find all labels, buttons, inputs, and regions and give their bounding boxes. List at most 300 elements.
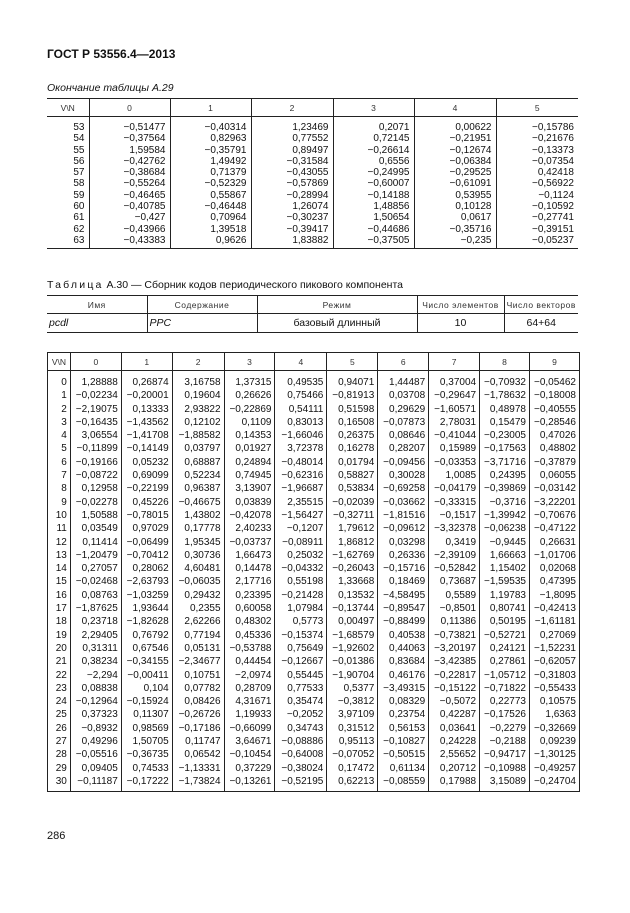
table-cell: 0,03708 [378, 389, 429, 402]
table-cell: 0,54111 [275, 403, 327, 416]
table-cell: −0,02468 [70, 575, 121, 588]
table-cell: −0,36735 [121, 748, 172, 761]
table-cell: −0,21951 [414, 133, 496, 144]
table-row [47, 117, 578, 134]
table-cell: −0,70932 [480, 371, 530, 390]
table-cell: −0,15924 [121, 695, 172, 708]
column-header: 8 [480, 353, 530, 371]
table-cell: 55 [47, 145, 89, 156]
table-cell: 0,26631 [539, 536, 576, 548]
table-cell: 20 [48, 642, 71, 655]
table-cell: −0,15786 [532, 122, 574, 133]
table-cell: −0,5072 [429, 695, 480, 708]
table-cell: 63 [47, 235, 89, 249]
table-cell: −0,13744 [327, 602, 378, 615]
table-cell: 0,77533 [275, 682, 327, 695]
table-cell: −0,35716 [414, 224, 496, 235]
table-row [47, 235, 578, 249]
table-cell: 0,70964 [170, 212, 251, 223]
table-cell: 2,40233 [224, 522, 275, 535]
table-cell: 0,9626 [170, 235, 251, 249]
table-cell: 0,74945 [224, 469, 275, 482]
table-cell: 0,23718 [70, 615, 121, 628]
table-cell: 0,27861 [480, 655, 530, 668]
table-row [48, 469, 580, 482]
table-row [48, 371, 580, 390]
table-cell: 0,17472 [327, 762, 378, 775]
table-cell: −0,62057 [534, 656, 576, 668]
table-cell: 0,46176 [378, 669, 429, 682]
table-cell: −0,15122 [429, 682, 480, 695]
table-cell: −0,16435 [70, 416, 121, 429]
table-cell: 7 [48, 469, 71, 482]
table-a30 [47, 352, 580, 792]
table-cell: −0,51477 [89, 117, 170, 134]
table-row [48, 695, 580, 708]
table-a30-meta [47, 295, 578, 333]
table-cell: 0,72145 [333, 133, 414, 144]
table-cell: 0,53834 [327, 482, 378, 495]
table-cell: 0,38234 [70, 655, 121, 668]
table-cell: 0,5773 [275, 615, 327, 628]
table-cell: −0,09456 [378, 456, 429, 469]
table-cell: 2,35515 [275, 496, 327, 509]
table-cell: 0,02068 [539, 563, 576, 575]
table-cell: −0,14149 [121, 442, 172, 455]
table-cell: −0,29525 [414, 167, 496, 178]
table-cell: −0,00411 [121, 669, 172, 682]
table-cell: −0,55433 [534, 682, 576, 694]
table-cell: −0,04332 [275, 562, 327, 575]
table-cell: 0,27069 [539, 629, 576, 641]
table-cell: 1,95345 [172, 536, 224, 549]
table-cell: −0,18008 [534, 390, 576, 402]
table-cell: 0,68887 [172, 456, 224, 469]
table-cell: 0,55198 [275, 575, 327, 588]
table-cell: 1,50705 [121, 735, 172, 748]
table-row [48, 429, 580, 442]
table-cell: −1,82628 [121, 615, 172, 628]
table-row [48, 735, 580, 748]
table-cell: −0,57869 [251, 178, 333, 189]
table-cell: −0,64008 [275, 748, 327, 761]
table-cell: 0,55867 [170, 190, 251, 201]
table-cell: 0,20712 [429, 762, 480, 775]
table-cell: −0,3812 [327, 695, 378, 708]
table-cell: 0,24395 [480, 469, 530, 482]
table-cell: 14 [48, 562, 71, 575]
table-cell: 1,39518 [170, 224, 251, 235]
table-cell: 0,60058 [224, 602, 275, 615]
table-cell: −0,427 [89, 212, 170, 223]
table-cell: 0,08763 [70, 589, 121, 602]
table-cell: 2,55652 [429, 748, 480, 761]
table-cell: −0,09612 [378, 522, 429, 535]
table-cell: 0,53955 [414, 190, 496, 201]
table-row [48, 442, 580, 455]
column-header: 4 [414, 99, 496, 117]
table-cell: −2,63793 [121, 575, 172, 588]
table-cell: 29 [48, 762, 71, 775]
table-cell: 0,08646 [378, 429, 429, 442]
table-cell: 0,76792 [121, 629, 172, 642]
table-cell: 1,19933 [224, 708, 275, 721]
table-row [48, 708, 580, 721]
table-row [48, 722, 580, 735]
table-cell: −0,2188 [480, 735, 530, 748]
table-cell: −0,46448 [170, 201, 251, 212]
table-cell: −0,17563 [480, 442, 530, 455]
table-cell: 0,07782 [172, 682, 224, 695]
table-cell: 3 [48, 416, 71, 429]
table-cell: −4,58495 [378, 589, 429, 602]
table-a30-caption [47, 279, 403, 291]
table-cell: 0,5377 [327, 682, 378, 695]
table-cell: −0,40555 [534, 403, 576, 415]
table-cell: 0,10575 [539, 696, 576, 708]
table-row [48, 642, 580, 655]
table-cell: −0,2279 [480, 722, 530, 735]
table-cell: −1,66046 [275, 429, 327, 442]
table-cell: 1,15402 [480, 562, 530, 575]
table-cell: −1,88582 [172, 429, 224, 442]
table-cell: 0,26336 [378, 549, 429, 562]
table-cell: 0,31311 [70, 642, 121, 655]
table-cell: 0,71379 [170, 167, 251, 178]
table-cell: 0,17988 [429, 775, 480, 792]
table-cell: −0,49257 [534, 762, 576, 774]
table-cell: −0,07354 [532, 155, 574, 167]
table-cell: −0,81913 [327, 389, 378, 402]
table-cell: 0,10128 [414, 201, 496, 212]
table-cell: −1,78632 [480, 389, 530, 402]
table-cell: 62 [47, 224, 89, 235]
table-cell: 1,37315 [224, 371, 275, 390]
table-row [48, 562, 580, 575]
table-cell: −0,40314 [170, 117, 251, 134]
meta-cell: PPC [147, 314, 257, 333]
table-cell: 0,47026 [539, 430, 576, 442]
meta-cell: 10 [417, 314, 504, 333]
table-cell: 0,47395 [539, 576, 576, 588]
table-cell: 0,03298 [378, 536, 429, 549]
table-a29 [47, 98, 578, 249]
table-cell: −0,32711 [327, 509, 378, 522]
table-cell: −0,56922 [532, 178, 574, 190]
table-cell: 0,05232 [121, 456, 172, 469]
table-cell: −0,24704 [534, 775, 576, 787]
table-cell: 0,15479 [480, 416, 530, 429]
table-cell: 2,93822 [172, 403, 224, 416]
table-cell: −0,03142 [534, 483, 576, 495]
table-cell: −0,22817 [429, 669, 480, 682]
table-cell: 0,11747 [172, 735, 224, 748]
table-cell: 0,28207 [378, 442, 429, 455]
table-row [47, 201, 578, 212]
table-cell: −0,38684 [89, 167, 170, 178]
table-cell: 4,31671 [224, 695, 275, 708]
table-a30-meta-header-row [47, 296, 578, 314]
table-cell: −0,17526 [480, 708, 530, 721]
table-cell: −0,37505 [333, 235, 414, 249]
table-cell: −0,22199 [121, 482, 172, 495]
table-cell: −0,39869 [480, 482, 530, 495]
table-cell: 9 [48, 496, 71, 509]
table-row [47, 190, 578, 201]
table-cell: 18 [48, 615, 71, 628]
table-cell: −0,53788 [224, 642, 275, 655]
table-cell: 0,50195 [480, 615, 530, 628]
table-cell: −3,20197 [429, 642, 480, 655]
table-cell: −0,10454 [224, 748, 275, 761]
column-header: 1 [121, 353, 172, 371]
table-cell: −1,68579 [327, 629, 378, 642]
table-cell: −0,12667 [275, 655, 327, 668]
table-cell: 0,12958 [70, 482, 121, 495]
table-cell: 53 [47, 117, 89, 134]
table-cell: −0,1207 [275, 522, 327, 535]
table-row [48, 403, 580, 416]
meta-column-header: Режим [257, 296, 417, 314]
table-cell: 54 [47, 133, 89, 144]
table-cell: 0,26874 [121, 371, 172, 390]
table-cell: 0,05131 [172, 642, 224, 655]
table-cell: 0,104 [121, 682, 172, 695]
table-cell: −0,44686 [333, 224, 414, 235]
column-header: V\N [48, 353, 71, 371]
table-cell: 28 [48, 748, 71, 761]
table-cell: −0,17222 [121, 775, 172, 792]
table-cell: −0,02278 [70, 496, 121, 509]
table-cell: 0,3419 [429, 536, 480, 549]
table-cell: 0,24121 [480, 642, 530, 655]
table-cell: −0,22869 [224, 403, 275, 416]
table-cell: 1,66473 [224, 549, 275, 562]
table-a29-body [47, 117, 578, 249]
table-cell: −0,30237 [251, 212, 333, 223]
table-row [48, 682, 580, 695]
table-cell: −1,81516 [378, 509, 429, 522]
table-cell: 0,45336 [224, 629, 275, 642]
table-cell: −1,92602 [327, 642, 378, 655]
table-row [48, 509, 580, 522]
table-cell: −0,14188 [333, 190, 414, 201]
page-number: 286 [47, 830, 66, 842]
table-cell: −0,11187 [70, 775, 121, 792]
table-cell: 23 [48, 682, 71, 695]
table-cell: 1,50588 [70, 509, 121, 522]
table-a29-caption: Окончание таблицы А.29 [47, 82, 174, 94]
table-cell: 0,40538 [378, 629, 429, 642]
table-row [48, 536, 580, 549]
table-cell: −0,55264 [89, 178, 170, 189]
table-cell: −3,49315 [378, 682, 429, 695]
table-cell: −2,34677 [172, 655, 224, 668]
table-cell: 1,48856 [333, 201, 414, 212]
table-cell: 0,75466 [275, 389, 327, 402]
table-cell: 0,24228 [429, 735, 480, 748]
table-cell: 0,11307 [121, 708, 172, 721]
table-cell: 3,13907 [224, 482, 275, 495]
table-cell: −0,08911 [275, 536, 327, 549]
table-cell: 0,37229 [224, 762, 275, 775]
table-cell: 0,28709 [224, 682, 275, 695]
table-cell: −1,60571 [429, 403, 480, 416]
table-cell: 0,03839 [224, 496, 275, 509]
table-cell: −0,40785 [89, 201, 170, 212]
table-cell: −1,30125 [534, 749, 576, 761]
table-cell: −0,70676 [534, 509, 576, 521]
table-cell: 57 [47, 167, 89, 178]
table-cell: 2,17716 [224, 575, 275, 588]
table-cell: −0,28546 [534, 416, 576, 428]
table-cell: 0,00497 [327, 615, 378, 628]
table-cell: −1,52231 [534, 642, 576, 654]
table-cell: 16 [48, 589, 71, 602]
table-cell: −0,01386 [327, 655, 378, 668]
table-cell: 0,69099 [121, 469, 172, 482]
table-cell: 0,48802 [539, 443, 576, 455]
table-cell: 0,58827 [327, 469, 378, 482]
table-row [47, 133, 578, 144]
table-cell: −1,01706 [534, 549, 576, 561]
table-cell: 22 [48, 669, 71, 682]
table-cell: −0,41044 [429, 429, 480, 442]
table-row [47, 212, 578, 223]
table-cell: 12 [48, 536, 71, 549]
table-cell: −0,50515 [378, 748, 429, 761]
table-cell: 1,79612 [327, 522, 378, 535]
table-cell: 0,0617 [414, 212, 496, 223]
table-cell: 0,31512 [327, 722, 378, 735]
table-cell: −0,66099 [224, 722, 275, 735]
table-cell: 0 [48, 371, 71, 390]
table-cell: −0,46465 [89, 190, 170, 201]
column-header: 2 [172, 353, 224, 371]
table-cell: −1,39942 [480, 509, 530, 522]
table-a29-header-row [47, 99, 578, 117]
table-cell: 4,60481 [172, 562, 224, 575]
table-cell: −0,17186 [172, 722, 224, 735]
table-row [48, 416, 580, 429]
table-cell: −0,43966 [89, 224, 170, 235]
table-cell: 0,83684 [378, 655, 429, 668]
column-header: 9 [530, 353, 580, 371]
table-cell: 3,64671 [224, 735, 275, 748]
table-row [48, 456, 580, 469]
table-row [48, 629, 580, 642]
table-cell: −1,61181 [534, 616, 576, 628]
table-cell: −0,08559 [378, 775, 429, 792]
table-cell: 58 [47, 178, 89, 189]
table-cell: −0,35791 [170, 145, 251, 156]
table-cell: 0,55445 [275, 669, 327, 682]
table-cell: −0,29647 [429, 389, 480, 402]
table-cell: 0,08329 [378, 695, 429, 708]
table-cell: 0,2071 [333, 117, 414, 134]
table-cell: −0,8501 [429, 602, 480, 615]
table-cell: 5 [48, 442, 71, 455]
table-cell: −0,70412 [121, 549, 172, 562]
table-cell: −0,48014 [275, 456, 327, 469]
table-cell: 0,14353 [224, 429, 275, 442]
table-cell: −0,05516 [70, 748, 121, 761]
table-cell: 56 [47, 156, 89, 167]
table-cell: 0,44063 [378, 642, 429, 655]
table-cell: −0,24995 [333, 167, 414, 178]
table-cell: 0,98569 [121, 722, 172, 735]
table-cell: −1,13331 [172, 762, 224, 775]
table-cell: −1,62769 [327, 549, 378, 562]
table-cell: −0,28994 [251, 190, 333, 201]
table-cell: −0,61091 [414, 178, 496, 189]
table-cell: 0,82963 [170, 133, 251, 144]
table-cell: 0,23395 [224, 589, 275, 602]
table-cell: 0,13532 [327, 589, 378, 602]
table-cell: 0,75649 [275, 642, 327, 655]
column-header: 6 [378, 353, 429, 371]
table-a30-meta-value-row [47, 314, 578, 333]
table-cell: 0,22773 [480, 695, 530, 708]
table-cell: 21 [48, 655, 71, 668]
table-cell: 1,26074 [251, 201, 333, 212]
table-cell: 0,06542 [172, 748, 224, 761]
table-cell: 0,61134 [378, 762, 429, 775]
table-cell: 6 [48, 456, 71, 469]
table-cell: −0,31584 [251, 156, 333, 167]
table-cell: 0,14478 [224, 562, 275, 575]
table-cell: −0,23005 [480, 429, 530, 442]
table-cell: 1,86812 [327, 536, 378, 549]
table-cell: 0,56153 [378, 722, 429, 735]
table-cell: −1,90704 [327, 669, 378, 682]
table-cell: −0,42413 [534, 603, 576, 615]
table-cell: 0,30028 [378, 469, 429, 482]
table-cell: −0,37564 [89, 133, 170, 144]
table-row [47, 224, 578, 235]
table-cell: 13 [48, 549, 71, 562]
table-cell: −0,03737 [224, 536, 275, 549]
table-cell: −0,10988 [480, 762, 530, 775]
table-row [48, 482, 580, 495]
table-cell: 0,15989 [429, 442, 480, 455]
table-cell: 2,62266 [172, 615, 224, 628]
table-cell: 2,78031 [429, 416, 480, 429]
table-cell: −0,235 [414, 235, 496, 249]
table-cell: 0,23754 [378, 708, 429, 721]
table-cell: 3,15089 [480, 775, 530, 792]
meta-column-header: Число векторов [504, 296, 578, 314]
table-cell: 0,09405 [70, 762, 121, 775]
table-cell: −0,1517 [429, 509, 480, 522]
table-cell: −0,62316 [275, 469, 327, 482]
table-row [48, 748, 580, 761]
table-cell: 1 [48, 389, 71, 402]
table-cell: −0,8932 [70, 722, 121, 735]
table-row [48, 669, 580, 682]
table-cell: 0,52234 [172, 469, 224, 482]
table-cell: 0,42287 [429, 708, 480, 721]
table-cell: −0,26726 [172, 708, 224, 721]
table-cell: 0,11386 [429, 615, 480, 628]
table-cell: −0,13373 [532, 144, 574, 156]
table-cell: 0,2355 [172, 602, 224, 615]
table-cell: 0,42418 [537, 167, 574, 179]
table-cell: −0,73821 [429, 629, 480, 642]
table-cell: −2,294 [70, 669, 121, 682]
table-cell: 0,97029 [121, 522, 172, 535]
table-cell: 1,59584 [89, 145, 170, 156]
